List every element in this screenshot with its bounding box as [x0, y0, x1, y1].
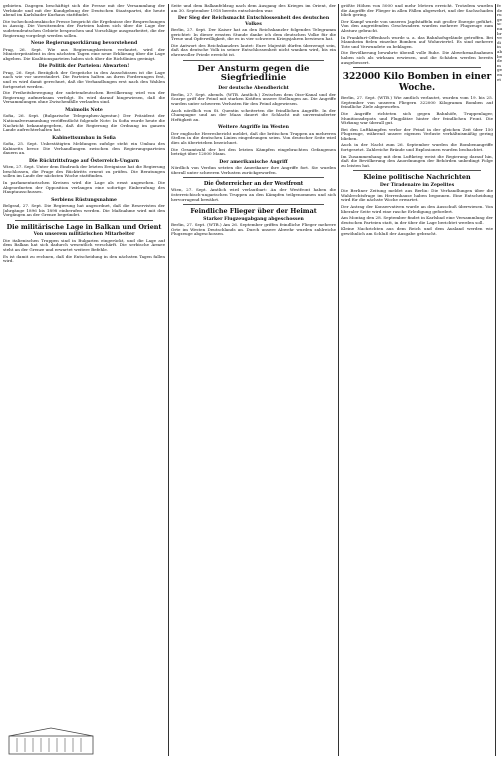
article-paragraph: Auch in der Nacht zum 26. September wurden die Bombenangriffe fortgesetzt. Zahlreiche Brände und Explosionen wurden beobachtet. [341, 142, 493, 153]
main-headline: Der Ansturm gegen die Siegfriedlinie [197, 63, 310, 83]
article-paragraph: Am Montag den 28. September findet in Karlsbad eine Versammlung der deutschen Parteien statt, in der über die Lage berichtet werden soll. [341, 215, 493, 225]
section-headline: Die Österreicher an der Westfront [203, 181, 304, 188]
article-paragraph: Auch nördlich von St. Quentin scheiterten die feindlichen Angriffe. In der Champagne und an der Maas dauert die Schlacht mit unverminderter Heftigkeit an. [171, 107, 336, 122]
article-paragraph: größte Höhen von 5000 und mehr Metern erreicht. Trotzdem wurden die Angriffe der Flieger in allen Fällen abgewehrt, und der Sachschaden blieb gering. [341, 4, 493, 18]
article-paragraph: Berlin, 27. Sept. (WTB.) Am 26. September griffen feindliche Flieger mehrere Orte im Westen Deutschlands an. Durch unsere Abwehr wurden zahlreiche Flugzeuge abgeschossen. [171, 221, 336, 237]
byline: Von unserem militärischen Mitarbeiter [33, 232, 135, 238]
article-headline: Der amerikanische Angriff [219, 159, 288, 165]
article-paragraph: Die Berliner Zeitung meldet aus Berlin: Die Verhandlungen über die Wahlrechtsfrage im Herrenhause haben begonnen. Eine Entscheidung wird für die nächste Woche erwartet. [341, 188, 493, 203]
article-paragraph: Die Gesamtzahl der bei den letzten Kämpfen eingebrachten Gefangenen beträgt über 12000 Mann. [171, 146, 336, 157]
article-paragraph: Der Antrag der Konservativen wurde an den Ausschuß überwiesen. Von liberaler Seite wird eine rasche Erledigung gefordert. [341, 204, 493, 214]
article-subheadline: Der deutsche Abendbericht [218, 86, 289, 92]
column-1 [3, 4, 165, 756]
article-headline: Weitere Angriffe im Westen [218, 125, 289, 131]
section-divider [183, 177, 324, 178]
column-rule [168, 4, 169, 756]
article-paragraph: Der Kampf wurde von unseren Jagdstaffeln mit großer Energie geführt. Von den angreifenden Geschwadern wurden mehrere Flugzeuge zum Absturz gebracht. [341, 18, 493, 33]
section-divider [15, 220, 153, 221]
article-paragraph: Bei den Luftkämpfen verlor der Feind in der gleichen Zeit über 150 Flugzeuge, während unsere eigenen Verluste verhältnismäßig gering blieben. [341, 126, 493, 141]
article-paragraph: Sofia, 26. Sept. (Bulgarische Telegraphen-Agentur.) Der Präsident der Nationalversammlung veröffentlicht folgende Note: In Sofia wurde heute die Nachricht bekanntgegeben, daß die Regierung die Ordnung im ganzen Lande aufrechterhalten hat. [3, 113, 165, 133]
column-4-cropped [497, 4, 504, 756]
article-paragraph: Nördlich von Verdun setzten die Amerikaner ihre Angriffe fort. Sie wurden überall unter schweren Verlusten zurückgeworfen. [171, 165, 336, 175]
article-paragraph: Belgrad, 27. Sept. Die Regierung hat angeordnet, daß die Reservisten der Jahrgänge 1896 bis 1898 einberufen werden. Die Maßnahme wird mit den Vorgängen an der Grenze begründet. [3, 203, 165, 218]
article-paragraph: In Frankfurt-Offenbach wurde u. a. das Bahnhofsgelände getroffen. Bei Mannheim fielen einzelne Bomben auf Wohnviertel. Es sind mehrere Tote und Verwundete zu beklagen. [341, 34, 493, 49]
article-headline: Maimolis Note [65, 107, 103, 113]
article-subheadline: Der Tiradenaire im Zepelites [379, 182, 455, 188]
article-headline: Neue Regierungserklärung bevorstehend [30, 41, 138, 47]
article-paragraph: Sofia, 25. Sept. Unbestätigten Meldungen zufolge steht ein Umbau des Kabinetts bevor. Die Verhandlungen zwischen den Regierungsparteien dauern an. [3, 141, 165, 156]
section-divider [353, 67, 481, 68]
article-paragraph: Berlin, 27. Sept. abends. (WTB. Amtlich.) Zwischen dem Oise-Kanal und der Scarpe griff der Feind mit starken Kräften unsere Stellungen an. Die Angriffe wurden unter schweren Verlusten für den Feind abgewiesen. [171, 91, 336, 106]
section-divider [183, 204, 324, 205]
building-vignette-icon [3, 726, 99, 756]
article-paragraph: Berlin, 27. Sept. (WTB.) Wie amtlich verlautet, wurden vom 19. bis 25. September von unseren Fliegern 322000 Kilogramm Bomben auf feindliche Ziele abgeworfen. [341, 95, 493, 110]
article-headline: Serbiens Rüstungsnahme [51, 197, 117, 203]
article-paragraph: Es ist damit zu rechnen, daß die Entscheidung in den nächsten Tagen fallen wird. [3, 253, 165, 264]
article-paragraph: Die Angriffe richteten sich gegen Bahnhöfe, Truppenlager, Munitionsdepots und Flugplätze hinter der feindlichen Front. Die Wirkung war überall gut. [341, 110, 493, 126]
column-3 [341, 4, 493, 756]
column-rule [338, 4, 339, 756]
article-headline: Der Sieg der Reichsmacht Entschlossenheit des deutschen Volkes [177, 16, 330, 27]
article-paragraph: Die Antwort des Reichskanzlers lautet: Eure Majestät dürfen überzeugt sein, daß das deutsche Volk in seiner Entschlossenheit nicht wanken wird, bis ein ehrenvoller Friede erreicht ist. [171, 42, 336, 57]
article-subheadline: Starker Flugzeugabgang abgeschossen [203, 216, 304, 222]
article-headline: Die Politik der Parteien: Abwarten! [38, 64, 130, 70]
article-paragraph: gebieten. Dagegen beschäftigt sich die Presse mit der Versammlung der Verbände und mit der Kundgebung der Deutschen Staatspartei, die heute abend im Karlsbader Kurhaus stattfindet. [3, 4, 165, 18]
article-paragraph: fe de ru ge sc nu br ve di in ab be de m ge en et [497, 4, 503, 82]
article-paragraph: Seite und dem Balkanfeldzug nach dem Ausgang des Krieges im Orient, der am 30. September 1918 bereits entschieden war. [171, 4, 336, 13]
section-headline: 322000 Kilo Bomben in einer Woche. [342, 72, 492, 94]
article-paragraph: Prag, 26. Sept. Bezüglich der Gespräche in den Ausschüssen ist die Lage nach wie vor unverändert. Die Parteien halten an ihren Forderungen fest, und es wird damit gerechnet, daß die Verhandlungen erst nach den Wahlen fortgesetzt werden. [3, 69, 165, 89]
column-2 [171, 4, 336, 756]
section-headline: Kleine politische Nachrichten [363, 173, 471, 182]
section-headline: Die militärische Lage in Balkan und Orient [6, 223, 162, 232]
article-paragraph: Die italienischen Truppen sind in Bulgarien eingerückt, und die Lage auf dem Balkan hat sich dadurch wesentlich verschärft. Die serbische Armee steht an der Grenze und erwartet weitere Befehle. [3, 237, 165, 253]
article-paragraph: Die Bevölkerung bewahrte überall volle Ruhe. Die Abwehrmaßnahmen haben sich als wirksam erwiesen, und die Schäden werden bereits ausgebessert. [341, 50, 493, 65]
article-headline: Kabinettsumbau in Sofia [52, 135, 116, 141]
section-divider [183, 60, 324, 61]
article-paragraph: Im Zusammenhang mit dem Luftkrieg weist die Regierung darauf hin, daß die Bevölkerung den Anordnungen der Behörden unbedingt Folge zu leisten hat. [341, 153, 493, 168]
article-paragraph: Prag, 26. Sept. Wie aus Regierungskreisen verlautet, wird der Ministerpräsident in den nächsten Tagen eine neue Erklärung über die Lage abgeben. Die Koalitionsparteien haben sich über die Richtlinien geeinigt. [3, 46, 165, 61]
article-paragraph: Die tschechoslowakische Presse bespricht die Ergebnisse der Besprechungen in Aussig. Die Vorsitzenden der Parteien haben sich über die Lage der sudetendeutschen Gebiete besprochen und Vorschläge ausgearbeitet, die der Regierung vorgelegt werden sollen. [3, 18, 165, 38]
article-paragraph: Kleine Nachrichten aus dem Reich und dem Ausland werden wie gewöhnlich am Schluß der Ausgabe gebracht. [341, 226, 493, 236]
article-headline: Die Rücktrittsfrage auf Österreich-Ungarn [29, 158, 139, 164]
article-paragraph: Die Freiheitsbewegung der sudetendeutschen Bevölkerung wird von der Regierung aufmerksam verfolgt. Es wird darauf hingewiesen, daß die Versammlungen ohne Zwischenfälle verlaufen sind. [3, 90, 165, 105]
article-paragraph: In parlamentarischen Kreisen wird die Lage als ernst angesehen. Die Abgeordneten der Opposition verlangen eine sofortige Einberufung des Hauptausschusses. [3, 180, 165, 195]
article-paragraph: Der englische Heeresbericht meldet, daß die britischen Truppen an mehreren Stellen in die deutschen Linien eingedrungen seien. Von deutscher Seite wird dies als übertrieben bezeichnet. [171, 130, 336, 145]
article-paragraph: Wien, 27. Sept. Amtlich wird verlautbart: An der Westfront haben die österreichisch-ungarischen Truppen an den Kämpfen teilgenommen und sich hervorragend bewährt. [171, 187, 336, 202]
article-paragraph: Berlin, 27. Sept. Der Kaiser hat an den Reichskanzler folgendes Telegramm gerichtet: In dieser ernsten Stunde danke ich dem deutschen Volke für die Treue und Opferwilligkeit, die es in vier schweren Kriegsjahren bewiesen hat. [171, 27, 336, 42]
section-divider [353, 170, 481, 171]
article-paragraph: Wien, 27. Sept. Unter dem Eindruck der letzten Ereignisse hat die Regierung beschlossen, die Frage des Rücktritts erneut zu prüfen. Die Beratungen sollen im Laufe der nächsten Woche stattfinden. [3, 164, 165, 179]
column-rule [495, 4, 496, 756]
section-headline: Feindliche Flieger über der Heimat [190, 207, 317, 216]
